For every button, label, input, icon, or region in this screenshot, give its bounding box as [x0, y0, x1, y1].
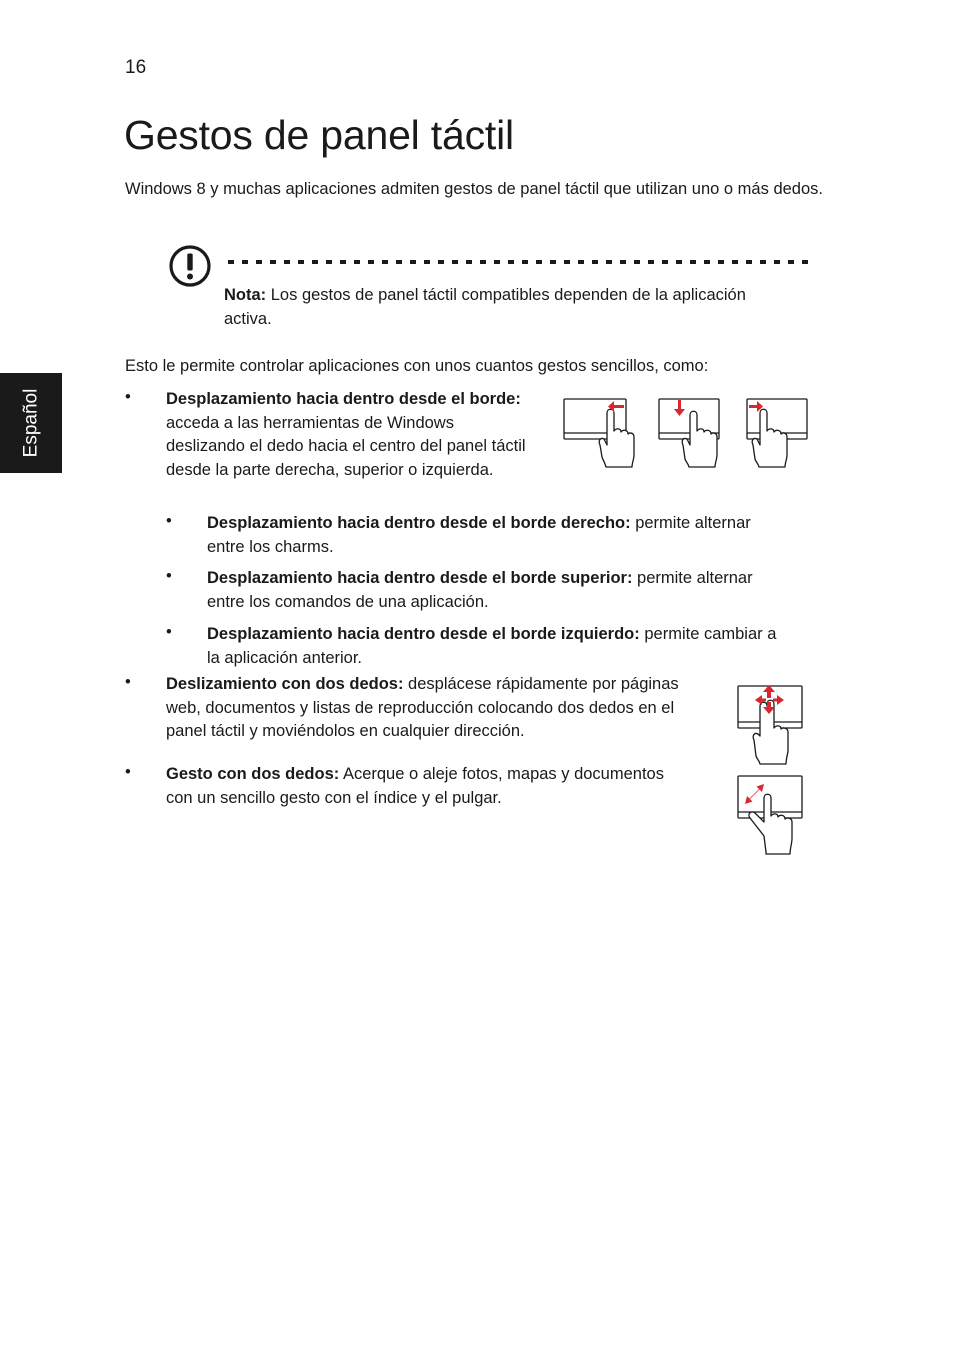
- bullet-marker: •: [125, 763, 131, 781]
- list-item-title: Gesto con dos dedos:: [166, 765, 340, 783]
- intro-paragraph: Windows 8 y muchas aplicaciones admiten gestos de panel táctil que utilizan uno o más dedos.: [125, 180, 823, 198]
- sub-bullet-marker: •: [166, 623, 172, 641]
- page-number: 16: [125, 57, 147, 78]
- note-label: Nota:: [224, 286, 267, 304]
- lead-paragraph: Esto le permite controlar aplicaciones con unos cuantos gestos sencillos, como:: [125, 357, 709, 375]
- list-item-text: acceda a las herramientas de Windows deslizando el dedo hacia el centro del panel táctil desde la parte derecha, superior o izquierda.: [166, 413, 526, 479]
- sub-bullet-marker: •: [166, 567, 172, 585]
- two-finger-scroll-illustration: [736, 684, 806, 766]
- sub-list-item-title: Desplazamiento hacia dentro desde el borde derecho:: [207, 514, 631, 532]
- list-item-text: Acerque o aleje fotos, mapas y documentos con un sencillo gesto con el índice y el pulgar.: [166, 765, 664, 807]
- sub-list-item: [207, 567, 787, 614]
- list-item: [166, 673, 711, 744]
- sub-list-item-text: permite cambiar a la aplicación anterior.: [207, 625, 777, 667]
- page-title: Gestos de panel táctil: [124, 112, 514, 158]
- list-item: [166, 388, 536, 482]
- sub-list-item: [207, 512, 787, 559]
- list-item-title: Desplazamiento hacia dentro desde el borde:: [166, 390, 521, 408]
- list-item-title: Deslizamiento con dos dedos:: [166, 675, 404, 693]
- note-text: [224, 284, 784, 331]
- pinch-gesture-illustration: [736, 774, 806, 856]
- exclamation-circle-icon: [168, 244, 212, 288]
- sub-list-item-text: permite alternar entre los comandos de una aplicación.: [207, 569, 753, 611]
- sub-list-item: [207, 623, 787, 670]
- bullet-marker: •: [125, 388, 131, 406]
- note-body: Los gestos de panel táctil compatibles dependen de la aplicación activa.: [224, 286, 746, 328]
- sub-list-item-title: Desplazamiento hacia dentro desde el borde superior:: [207, 569, 633, 587]
- language-tab-label: Español: [20, 388, 42, 458]
- list-item-text: desplácese rápidamente por páginas web, documentos y listas de reproducción colocando dos dedos en el panel táctil y moviéndolos en cualquier dirección.: [166, 675, 679, 740]
- language-tab: [0, 373, 62, 473]
- sub-list-item-title: Desplazamiento hacia dentro desde el borde izquierdo:: [207, 625, 640, 643]
- sub-list-item-text: permite alternar entre los charms.: [207, 514, 751, 556]
- left-edge-swipe-illustration: [745, 397, 811, 469]
- note-dotted-divider: [226, 258, 810, 266]
- top-edge-swipe-illustration: [657, 397, 723, 469]
- bullet-marker: •: [125, 673, 131, 691]
- list-item: [166, 763, 686, 810]
- right-edge-swipe-illustration: [562, 397, 640, 469]
- sub-bullet-marker: •: [166, 512, 172, 530]
